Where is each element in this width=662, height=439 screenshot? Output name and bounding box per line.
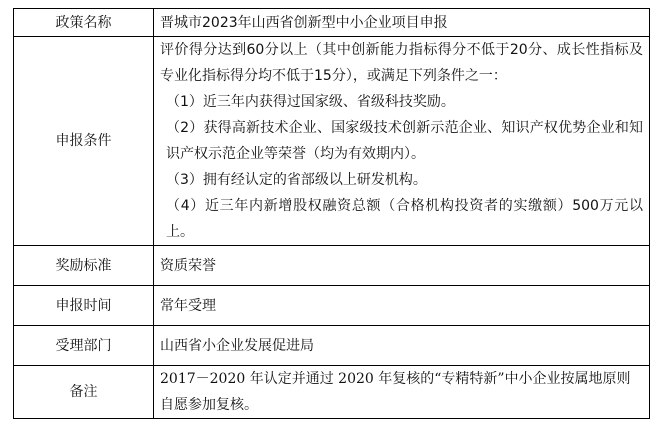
time-label: 申报时间 xyxy=(14,286,154,326)
table-row-department xyxy=(14,326,650,366)
conditions-item-4: （4）近三年内新增股权融资总额（合格机构投资者的实缴额）500万元以上。 xyxy=(166,198,643,240)
table-row-time xyxy=(14,286,650,326)
table-row-note xyxy=(14,366,650,419)
policy-name-label: 政策名称 xyxy=(14,9,154,37)
policy-table xyxy=(13,8,650,419)
conditions-value xyxy=(154,37,650,246)
conditions-item-3: （3）拥有经认定的省部级以上研发机构。 xyxy=(166,172,427,188)
policy-name-value: 晋城市2023年山西省创新型中小企业项目申报 xyxy=(154,9,650,37)
department-label: 受理部门 xyxy=(14,326,154,366)
table-row-conditions xyxy=(14,37,650,246)
conditions-item-2: （2）获得高新技术企业、国家级技术创新示范企业、知识产权优势企业和知识产权示范企业等荣誉（均为有效期内）。 xyxy=(166,120,643,162)
conditions-item-1: （1）近三年内获得过国家级、省级科技奖励。 xyxy=(166,94,455,110)
conditions-intro: 评价得分达到60分以上（其中创新能力指标得分不低于20分、成长性指标及专业化指标得分均不低于15分），或满足下列条件之一： xyxy=(160,42,643,84)
table-row-award xyxy=(14,246,650,286)
award-label: 奖励标准 xyxy=(14,246,154,286)
award-value: 资质荣誉 xyxy=(154,246,650,286)
note-label: 备注 xyxy=(14,366,154,419)
conditions-label: 申报条件 xyxy=(14,37,154,246)
table-row-policy-name xyxy=(14,9,650,37)
department-value: 山西省小企业发展促进局 xyxy=(154,326,650,366)
note-value: 2017－2020 年认定并通过 2020 年复核的“专精特新”中小企业按属地原则自愿参加复核。 xyxy=(154,366,650,419)
time-value: 常年受理 xyxy=(154,286,650,326)
